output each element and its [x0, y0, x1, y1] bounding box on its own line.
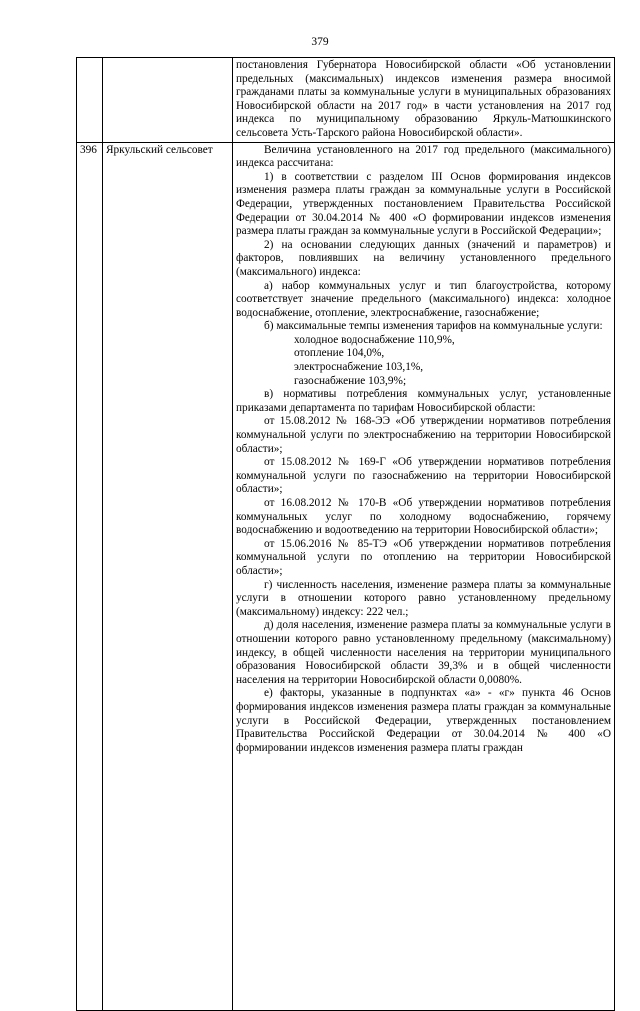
- list-item: электроснабжение 103,1%,: [294, 361, 424, 374]
- paragraph: г) численность населения, изменение размера платы за коммунальные услуги в отношении которого равно установленному предельному (максимальному) индексу: 222 чел.;: [236, 578, 611, 618]
- paragraph: д) доля населения, изменение размера платы за коммунальные услуги в отношении которого равно установленному предельному (максимальному) индексу, в общей численности населения на территории муниципального образования Новосибирской области 39,3% и в общей численности населения на территории Новосибирской области 0,0080%.: [236, 619, 611, 686]
- row-name-cell: [103, 58, 233, 143]
- list-item: газоснабжение 103,9%;: [294, 374, 407, 387]
- list-item: отопление 104,0%,: [294, 347, 385, 360]
- paragraph: е) факторы, указанные в подпунктах «а» - «г» пункта 46 Основ формирования индексов изменения размера платы граждан за коммунальные услуги в Российской Федерации, утвержденных постановлением Правительства Российской Федерации от 30.04.2014 № 400 «О формировании индексов изменения размера платы граждан: [236, 687, 611, 754]
- paragraph: в) нормативы потребления коммунальных услуг, установленные приказами департамента по тарифам Новосибирской области:: [236, 388, 611, 414]
- row-text-cell: [233, 58, 615, 143]
- row-name-cell: Яркульский сельсовет: [103, 142, 233, 1010]
- paragraph: 1) в соответствии с разделом III Основ формирования индексов изменения размера платы граждан за коммунальные услуги в Российской Федерации, утвержденных постановлением Правительства Российской Федерации от 30.04.2014 № 400 «О формировании индексов изменения размера платы граждан за коммунальные услуги в Российской Федерации»;: [236, 170, 611, 238]
- list-item: холодное водоснабжение 110,9%,: [294, 333, 455, 346]
- paragraph: от 15.08.2012 № 169-Г «Об утверждении нормативов потребления коммунальной услуги по газоснабжению на территории Новосибирской области»;: [236, 456, 611, 496]
- paragraph: от 15.06.2016 № 85-ТЭ «Об утверждении нормативов потребления коммунальной услуги по отоплению на территории Новосибирской области»;: [236, 537, 611, 577]
- table-row: [77, 142, 615, 1010]
- row-number-cell: 396: [77, 142, 103, 1010]
- row-text-cell: [233, 142, 615, 1010]
- table-row: [77, 58, 615, 143]
- paragraph: постановления Губернатора Новосибирской области «Об установлении предельных (максимальных) индексов изменения размера вносимой гражданами платы за коммунальные услуги в муниципальных образованиях Новосибирской области на 2017 год» в части установления на 2017 год индекса по муниципальному образованию Яркуль-Матюшкинского сельсовета Усть-Тарского района Новосибирской области».: [236, 59, 611, 139]
- row-number-cell: [77, 58, 103, 143]
- paragraph: от 15.08.2012 № 168-ЭЭ «Об утверждении нормативов потребления коммунальной услуги по электроснабжению на территории Новосибирской области»;: [236, 415, 611, 455]
- paragraph: от 16.08.2012 № 170-В «Об утверждении нормативов потребления коммунальных услуг по холодному водоснабжению, горячему водоснабжению и водоотведению на территории Новосибирской области»;: [236, 497, 611, 537]
- paragraph: Величина установленного на 2017 год предельного (максимального) индекса рассчитана:: [236, 143, 611, 170]
- paragraph: а) набор коммунальных услуг и тип благоустройства, которому соответствует значение предельного (максимального) индекса: холодное водоснабжение, отопление, электроснабжение, газоснабжение;: [236, 279, 611, 319]
- paragraph: 2) на основании следующих данных (значений и параметров) и факторов, повлиявших на величину установленного предельного (максимального) индекса:: [236, 238, 611, 278]
- paragraph: б) максимальные темпы изменения тарифов на коммунальные услуги:: [264, 320, 603, 333]
- page-number: 379: [311, 36, 329, 48]
- document-table: [76, 57, 615, 1011]
